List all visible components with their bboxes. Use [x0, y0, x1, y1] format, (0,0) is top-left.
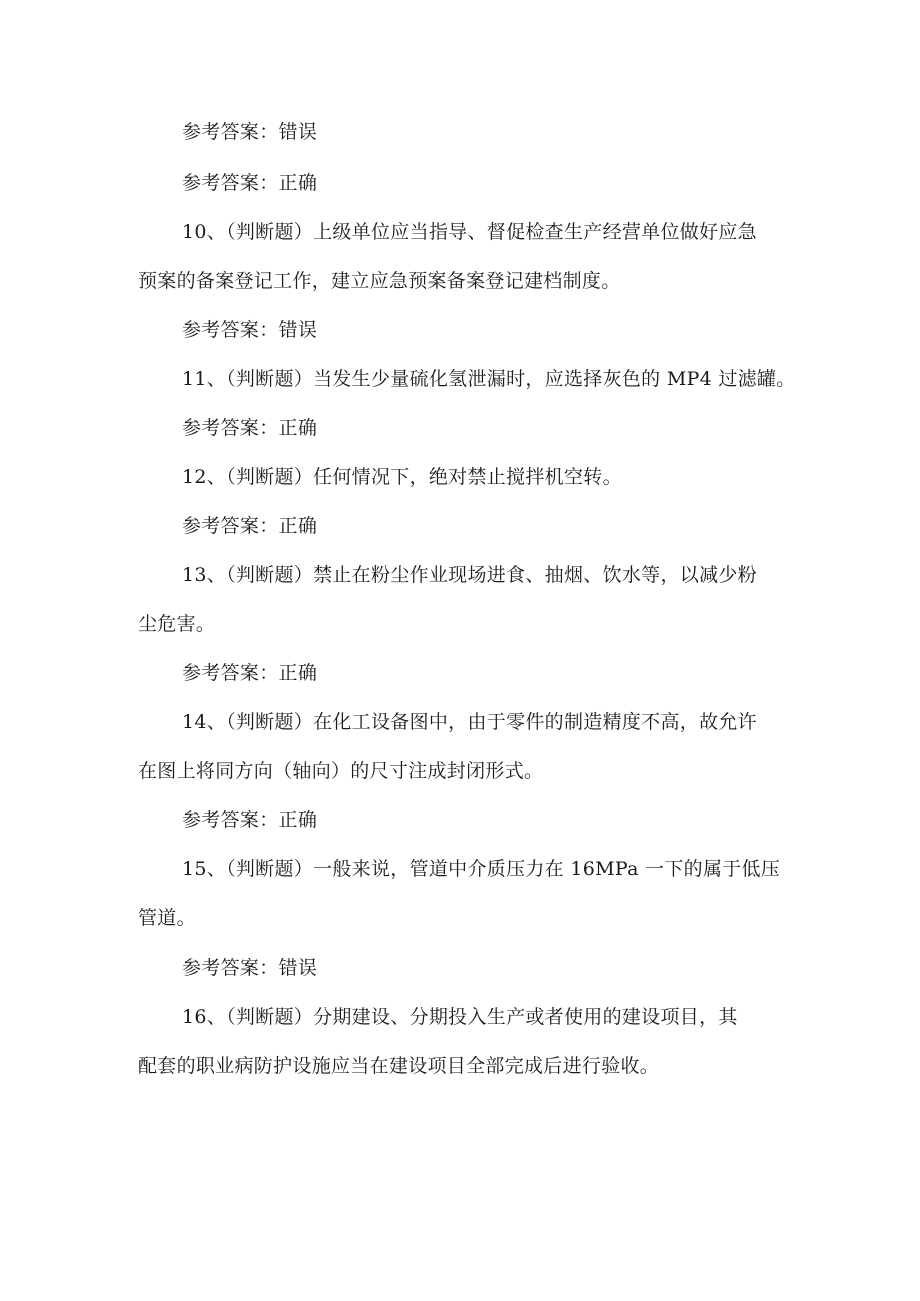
answer-line [182, 513, 317, 539]
answer-prefix: 参考答案： [182, 172, 279, 194]
question-11-line-1: 11、（判断题）当发生少量硫化氢泄漏时，应选择灰色的 MP4 过滤罐。 [182, 368, 796, 390]
answer-line [182, 317, 317, 343]
answer-value: 正确 [278, 515, 318, 537]
answer-value: 正确 [278, 417, 318, 439]
question-15-line-1: 15、（判断题）一般来说，管道中介质压力在 16MPa 一下的属于低压 [182, 858, 781, 880]
question-14-line-1: 14、（判断题）在化工设备图中，由于零件的制造精度不高，故允许 [182, 711, 757, 733]
answer-value: 正确 [278, 809, 318, 831]
question-16-line-1: 16、（判断题）分期建设、分期投入生产或者使用的建设项目，其 [182, 1006, 738, 1028]
question-10-line-2: 预案的备案登记工作，建立应急预案备案登记建档制度。 [138, 270, 621, 292]
answer-value: 正确 [278, 662, 318, 684]
question-14-line-2: 在图上将同方向（轴向）的尺寸注成封闭形式。 [138, 760, 544, 782]
answer-prefix: 参考答案： [182, 515, 279, 537]
answer-line [182, 807, 317, 833]
question-12-line-1: 12、（判断题）任何情况下，绝对禁止搅拌机空转。 [182, 466, 622, 488]
question-15-line-2: 管道。 [138, 907, 196, 929]
answer-line [182, 170, 317, 196]
question-13-line-1: 13、（判断题）禁止在粉尘作业现场进食、抽烟、饮水等，以减少粉 [182, 564, 757, 586]
answer-prefix: 参考答案： [182, 662, 279, 684]
answer-value: 错误 [278, 957, 318, 979]
question-16-line-2: 配套的职业病防护设施应当在建设项目全部完成后进行验收。 [138, 1055, 660, 1077]
answer-prefix: 参考答案： [182, 809, 279, 831]
question-10-line-1: 10、（判断题）上级单位应当指导、督促检查生产经营单位做好应急 [182, 221, 757, 243]
answer-prefix: 参考答案： [182, 417, 279, 439]
answer-value: 错误 [278, 319, 318, 341]
answer-value: 错误 [278, 121, 318, 143]
answer-value: 正确 [278, 172, 318, 194]
question-13-line-2: 尘危害。 [138, 613, 216, 635]
answer-line [182, 415, 317, 441]
answer-line [182, 955, 317, 981]
answer-prefix: 参考答案： [182, 121, 279, 143]
answer-line [182, 660, 317, 686]
answer-prefix: 参考答案： [182, 319, 279, 341]
answer-line [182, 119, 317, 145]
answer-prefix: 参考答案： [182, 957, 279, 979]
